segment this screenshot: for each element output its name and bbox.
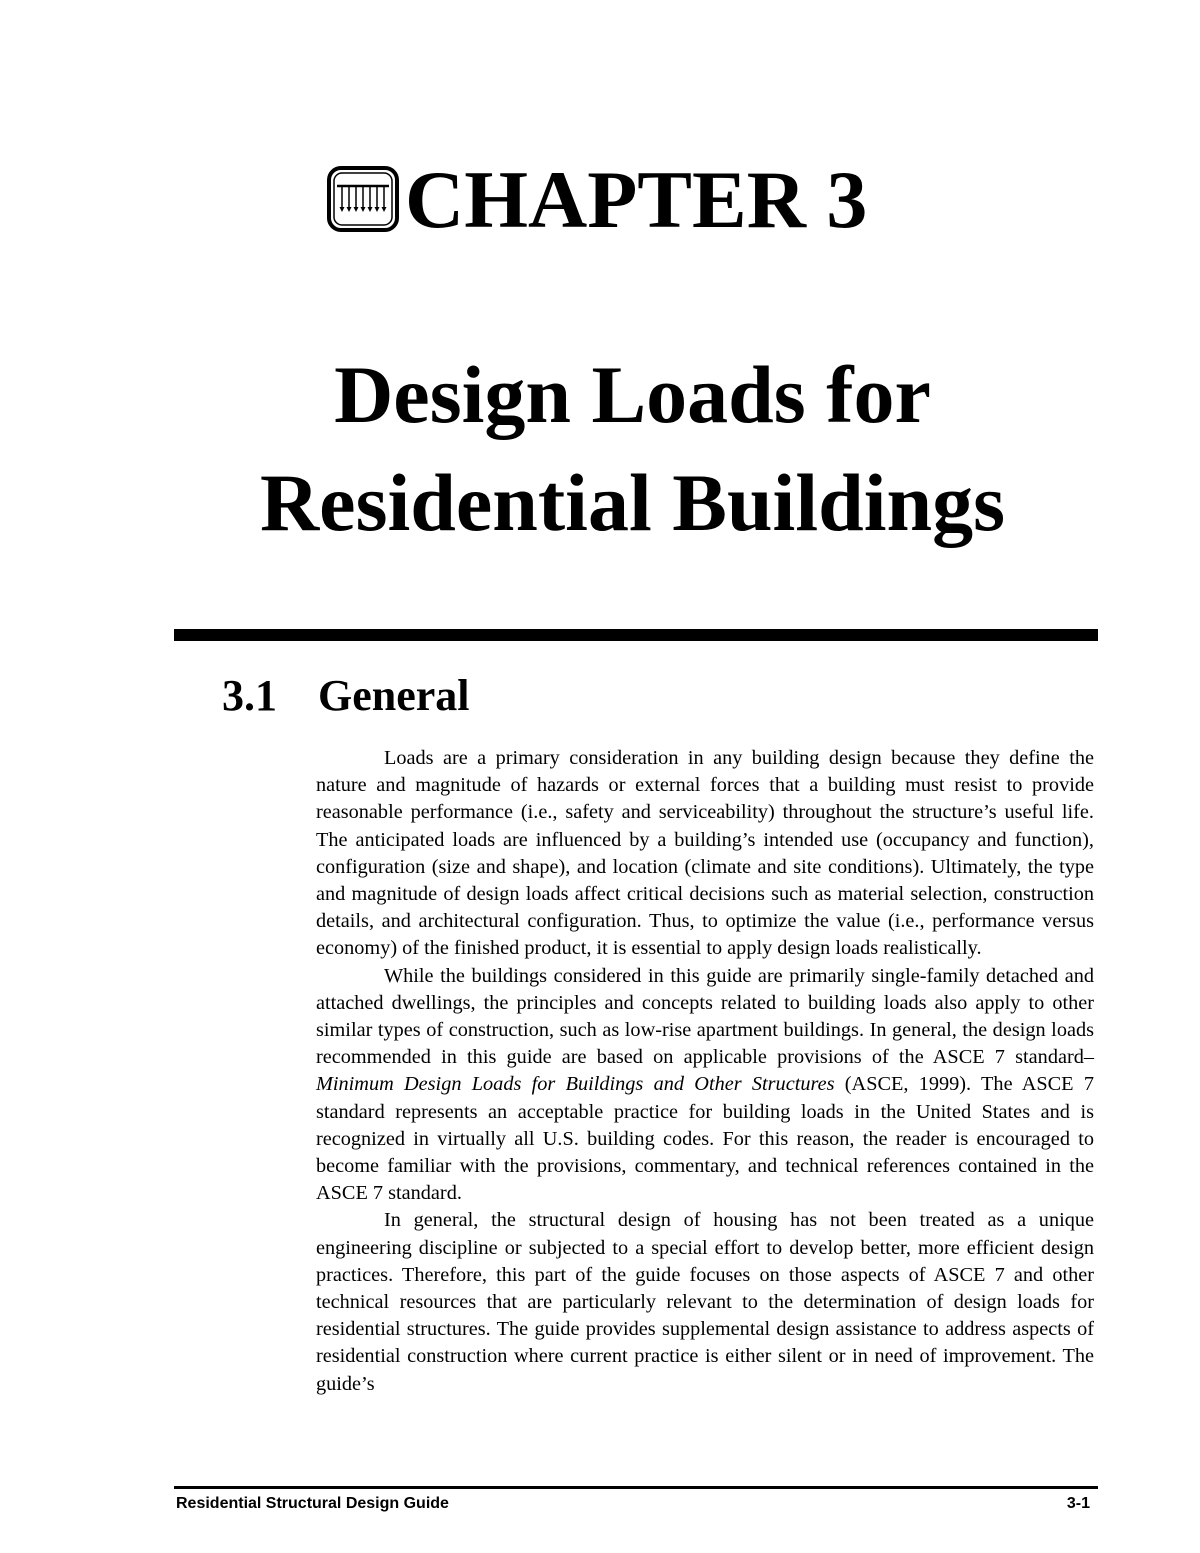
title-line-1: Design Loads for xyxy=(334,349,931,440)
paragraph-2-text-after: (ASCE, 1999). The ASCE 7 standard represents an acceptable practice for building loads in the United States and is recognized in virtually all U.S. building codes. For this reason, the reader is encouraged to become familiar with the provisions, commentary, and technical references contained in the ASCE 7 standard. xyxy=(316,1073,1094,1205)
page-number: 3-1 xyxy=(1066,1495,1090,1512)
paragraph-3: In general, the structural design of housing has not been treated as a unique engineering discipline or subjected to a special effort to develop better, more efficient design practices. Therefore, this part of the guide focuses on those aspects of ASCE 7 and other technical resources that are particularly relevant to the determination of design loads for residential structures. The guide provides supplemental design assistance to address aspects of residential construction where current practice is either silent or in need of improvement. The guide’s xyxy=(316,1209,1094,1395)
heading-divider xyxy=(174,629,1098,641)
chapter-heading xyxy=(325,145,867,255)
footer-guide-title: Residential Structural Design Guide xyxy=(176,1495,449,1512)
paragraph-2 xyxy=(316,963,1094,1208)
chapter-label: CHAPTER 3 xyxy=(405,154,868,245)
paragraph-1: Loads are a primary consideration in any building design because they define the nature and magnitude of hazards or external forces that a building must resist to provide reasonable performance (i.e., safety and serviceability) throughout the structure’s useful life. The anticipated loads are influenced by a building’s intended use (occupancy and function), configuration (size and shape), and location (climate and site conditions). Ultimately, the type and magnitude of design loads affect critical decisions such as material selection, construction details, and architectural configuration. Thus, to optimize the value (i.e., performance versus economy) of the finished product, it is essential to apply design loads realistically. xyxy=(316,747,1094,960)
section-title: General xyxy=(318,671,470,720)
standard-title-italic: Minimum Design Loads for Buildings and Other Structures xyxy=(316,1073,835,1096)
body-text xyxy=(316,745,1094,1398)
title-line-2: Residential Buildings xyxy=(259,457,1006,548)
distributed-load-icon xyxy=(325,162,401,238)
paragraph-2-text-before: While the buildings considered in this guide are primarily single-family detached and attached dwellings, the principles and concepts related to building loads also apply to other similar types of construction, such as low-rise apartment buildings. In general, the design loads recommended in this guide are based on applicable provisions of the ASCE 7 standard– xyxy=(316,964,1094,1069)
footer-divider xyxy=(174,1486,1098,1489)
section-number: 3.1 xyxy=(222,671,277,720)
